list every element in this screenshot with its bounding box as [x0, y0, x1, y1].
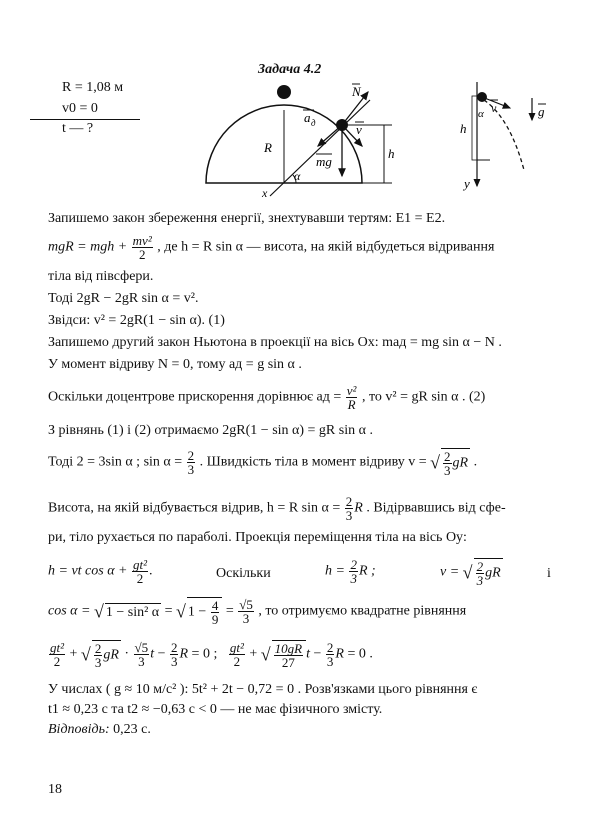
given-radius: R = 1,08 м	[62, 80, 124, 95]
given-initial-velocity: v0 = 0	[62, 101, 98, 116]
height-text: Висота, на якій відбувається відрив, h = R sin α =	[48, 500, 341, 516]
centripetal-rest: , то v² = gR sin α . (2)	[361, 389, 486, 405]
acceleration-arrow	[318, 125, 342, 146]
height-rest: . Відірвавшись від сфе-	[366, 500, 506, 516]
label-x: x	[262, 186, 268, 200]
text-line-8	[48, 384, 485, 411]
cos-eq: cos α =	[48, 603, 91, 619]
frac-2-3: $\frac{2}{3}$	[187, 448, 195, 477]
quadratic-2-end: = 0 .	[347, 646, 373, 662]
text-line-9: З рівнянь (1) і (2) отримаємо 2gR(1 − sin α) = gR sin α .	[48, 423, 373, 438]
side-label-h: h	[460, 121, 467, 136]
v-eq: v =	[440, 564, 460, 580]
text-line-1: Запишемо закон збереження енергії, знехтувавши тертям: E1 = E2.	[48, 211, 446, 226]
text-line-14: cos α = √ 1 − sin² α = √ 1 − $\frac{4}{9}$ = $\frac{√5}{3}$ , то отримуємо квадратне рівняння	[48, 597, 467, 627]
text-line-2	[48, 234, 494, 261]
label-v: v	[356, 122, 362, 137]
cos-rest: , то отримуємо квадратне рівняння	[258, 603, 467, 619]
find-time: t — ?	[62, 121, 94, 136]
since-label: Оскільки	[216, 566, 271, 581]
parabola-eq: h = vt cos α +	[48, 563, 128, 579]
side-label-alpha: α	[478, 108, 484, 120]
answer	[48, 722, 151, 738]
and-label: і	[547, 566, 551, 581]
label-h: h	[388, 146, 395, 161]
energy-eq-rest: , де h = R sin α — висота, на якій відбудеться відривання	[157, 239, 495, 255]
centripetal-text: Оскільки доцентрове прискорення дорівнює aд =	[48, 389, 342, 405]
side-label-g: g	[538, 104, 545, 119]
energy-eq: mgR = mgh +	[48, 239, 128, 255]
sin-text: Тоді 2 = 3sin α ; sin α =	[48, 454, 183, 470]
problem-title: Задача 4.2	[258, 62, 322, 77]
text-line-15: $\frac{\text{gt²}}{2}$ + √ $\frac{2}{3}$ gR · $\frac{√5}{3}$ t − $\frac{2}{3}$ R = 0 ; $\frac{\text{gt²}}{2}$ + √ $\frac{10gR}{27}$ t − $\frac{2}{3}$ R = 0 .	[50, 640, 373, 670]
text-line-10: Тоді 2 = 3sin α ; sin α = $\frac{2}{3}$ . Швидкість тіла в момент відриву v = √ $\frac{2}{3}$ gR .	[48, 448, 478, 478]
label-mg: mg	[316, 154, 332, 169]
text-line-5: Звідси: v² = 2gR(1 − sin α). (1)	[48, 313, 225, 328]
side-hatch	[472, 96, 477, 160]
side-label-v: v	[491, 101, 497, 115]
label-alpha: α	[294, 169, 301, 183]
h-eq: h =	[325, 563, 345, 579]
text-line-16: У числах ( g ≈ 10 м/с² ): 5t² + 2t − 0,72 = 0 . Розв'язками цього рівняння є	[48, 682, 478, 697]
label-N: N	[352, 84, 361, 99]
text-line-7: У момент відриву N = 0, тому aд = g sin α .	[48, 357, 302, 372]
label-a: a	[304, 110, 311, 125]
answer-value: 0,23 с.	[113, 722, 151, 737]
text-line-12: ри, тіло рухається по параболі. Проекція переміщення тіла на вісь Oy:	[48, 530, 467, 545]
frac-2-3-b: $\frac{2}{3}$	[345, 494, 353, 523]
text-line-11: Висота, на якій відбувається відрив, h = R sin α = $\frac{2}{3}$ R . Відірвавшись від сфе-	[48, 494, 506, 523]
text-line-3: тіла від півсфери.	[48, 269, 154, 284]
page-number: 18	[48, 782, 62, 797]
frac-v2-R: $\frac{\text{v²}}{R}$	[346, 383, 357, 412]
since-h: h = $\frac{2}{3}$ R ;	[325, 557, 376, 586]
frac-mv2-2: $\frac{\text{mv²}}{2}$	[132, 233, 152, 262]
quadratic-1-end: = 0 ;	[191, 646, 218, 662]
top-ball	[277, 85, 291, 99]
text-line-6: Запишемо другий закон Ньютона в проекції на вісь Ox: maд = mg sin α − N .	[48, 335, 502, 350]
side-label-y: y	[464, 176, 470, 191]
answer-label: Відповідь:	[48, 722, 110, 737]
since-v: v = √ $\frac{2}{3}$ gR	[440, 559, 501, 588]
text-line-13: h = vt cos α + $\frac{\text{gt²}}{2}$ .	[48, 557, 153, 586]
label-a-sub: д	[311, 118, 316, 128]
text-line-17: t1 ≈ 0,23 с та t2 ≈ −0,63 с < 0 — не має фізичного змісту.	[48, 702, 383, 717]
frac-gt2-2: $\frac{\text{gt²}}{2}$	[133, 557, 148, 586]
velocity-text: . Швидкість тіла в момент відриву v =	[199, 454, 427, 470]
text-line-4: Тоді 2gR − 2gR sin α = v².	[48, 291, 199, 306]
label-R: R	[264, 140, 272, 155]
